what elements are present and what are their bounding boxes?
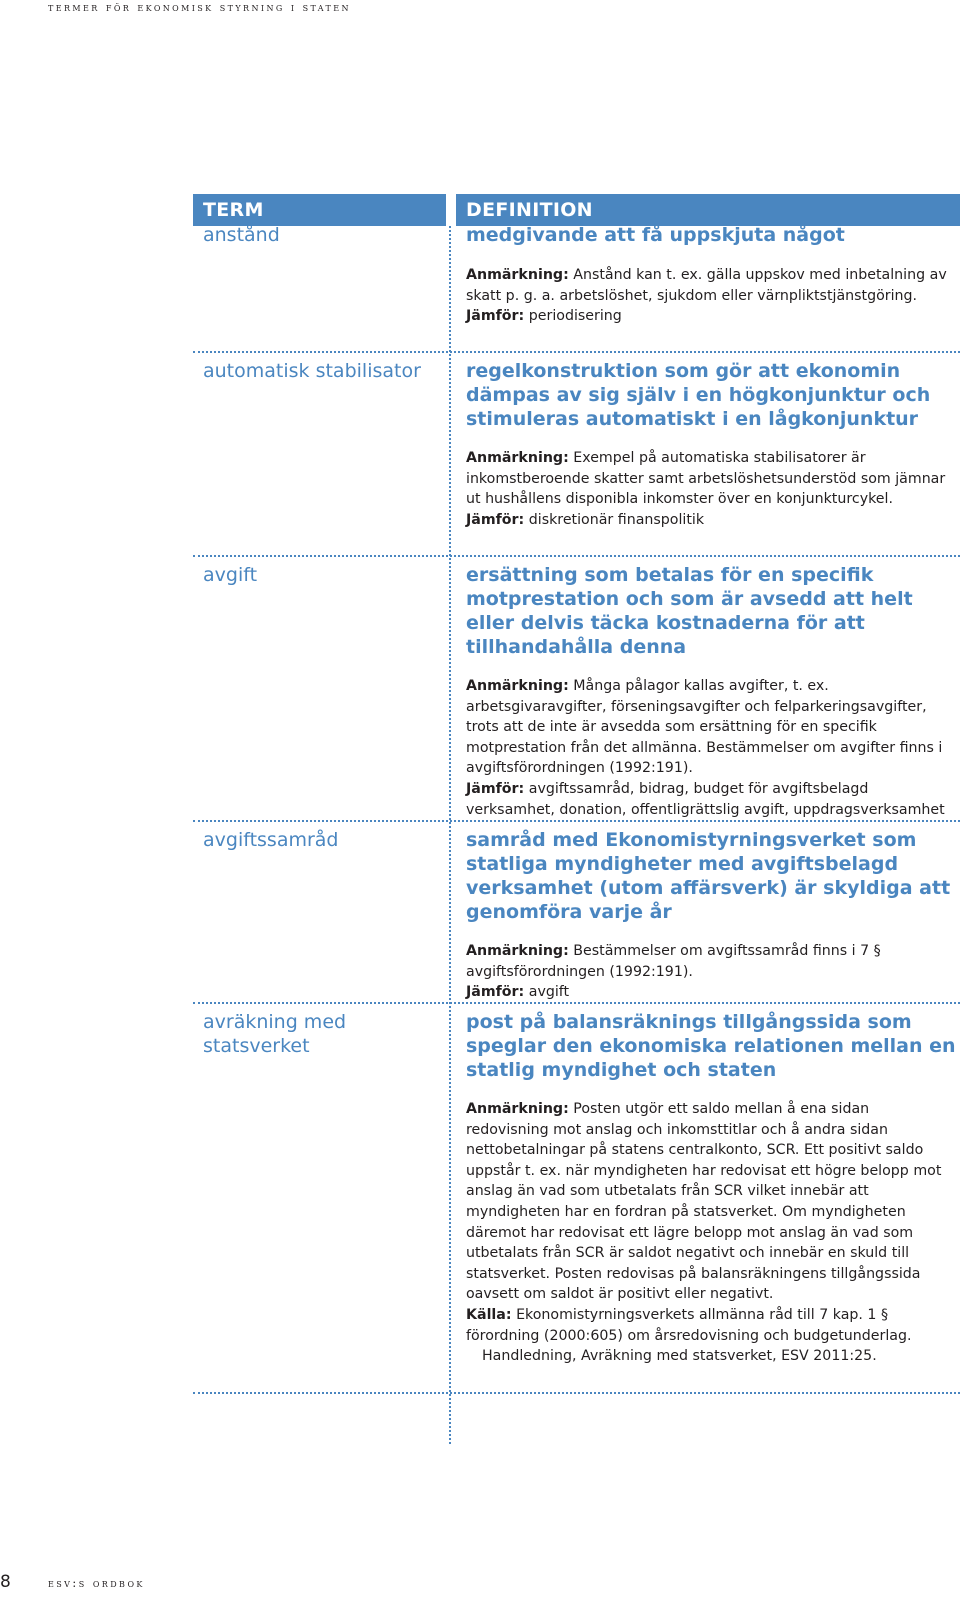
- compare-label: Jämför:: [466, 984, 525, 1001]
- note-text: Många pålagor kallas avgifter, t. ex. arbetsgivaravgifter, förseningsavgifter och felparkeringsavgifter, trots att de inte är avsedda som ersättning för en specifik motprestation från det allmänna. Bestämmelser om avgifter finns i avgiftsförordningen (1992:191).: [466, 678, 943, 777]
- note-label: Anmärkning:: [466, 678, 569, 694]
- note: [466, 448, 956, 530]
- running-head: termer för ekonomisk styrning i staten: [48, 0, 351, 14]
- term-avrakning-med-statsverket: avräkning med statsverket: [203, 1011, 347, 1057]
- note-label: Anmärkning:: [466, 943, 569, 959]
- page-number: 8: [0, 1572, 11, 1592]
- definition-entry: [466, 1010, 956, 1367]
- definition-entry: [466, 223, 956, 327]
- compare-text: diskretionär finanspolitik: [528, 511, 705, 528]
- source-text: Ekonomistyrningsverkets allmänna råd till 7 kap. 1 § förordning (2000:605) om årsredovisning och budgetunderlag.: [466, 1306, 912, 1344]
- term-anstand: anstånd: [203, 224, 280, 246]
- term-avgiftssamrad: avgiftssamråd: [203, 829, 339, 851]
- row-divider: [193, 1002, 960, 1004]
- row-divider: [193, 1392, 960, 1394]
- note-label: Anmärkning:: [466, 1101, 569, 1117]
- column-header-term: TERM: [193, 194, 446, 226]
- compare-text: periodisering: [528, 308, 622, 325]
- definition-text: samråd med Ekonomistyrningsverket som statliga myndigheter med avgiftsbelagd verksamhet (utom affärsverk) är skyldiga att genomföra varje år: [466, 829, 951, 923]
- note-label: Anmärkning:: [466, 267, 569, 283]
- row-divider: [193, 351, 960, 353]
- note-text: Posten utgör ett saldo mellan å ena sidan redovisning mot anslag och inkomsttitlar och å andra sidan nettobetalningar på statens centralkonto, SCR. Ett positivt saldo uppstår t. ex. när myndigheten har redovisat ett högre belopp mot anslag än vad som utbetalats från SCR vilket innebär att myndigheten har en fordran på statsverket. Om myndigheten däremot har redovisat ett lägre belopp mot anslag än vad som utbetalats från SCR är saldot negativt och innebär en skuld till statsverket. Posten redovisas på balansräkningens tillgångssida oavsett om saldot är positivt eller negativt.: [466, 1101, 942, 1303]
- note: [466, 676, 956, 820]
- source-text-secondary: Handledning, Avräkning med statsverket, ESV 2011:25.: [482, 1348, 877, 1365]
- note-label: Anmärkning:: [466, 450, 569, 466]
- term-automatisk-stabilisator: automatisk stabilisator: [203, 360, 421, 382]
- note-text: Exempel på automatiska stabilisatorer är inkomstberoende skatter samt arbetslöshetsunderstöd som jämnar ut hushållens disponibla inkomster över en konjunkturcykel.: [466, 450, 946, 508]
- source-label: Källa:: [466, 1306, 512, 1323]
- row-divider: [193, 555, 960, 557]
- note: [466, 1099, 956, 1367]
- glossary-table: [193, 194, 960, 1434]
- row-divider: [193, 820, 960, 822]
- note: [466, 941, 956, 1003]
- definition-entry: [466, 359, 956, 530]
- definition-entry: [466, 828, 956, 1003]
- note-text: Anstånd kan t. ex. gälla uppskov med inbetalning av skatt p. g. a. arbetslöshet, sjukdom eller värnpliktstjänstgöring.: [466, 267, 947, 304]
- definition-text: ersättning som betalas för en specifik motprestation och som är avsedd att helt eller delvis täcka kostnaderna för att tillhandahålla denna: [466, 564, 913, 658]
- definition-entry: [466, 563, 956, 820]
- note: [466, 265, 956, 327]
- compare-text: avgift: [528, 984, 570, 1001]
- term-avgift: avgift: [203, 564, 258, 586]
- column-header-definition: DEFINITION: [456, 194, 960, 226]
- definition-text: medgivande att få uppskjuta något: [466, 224, 845, 246]
- definition-text: regelkonstruktion som gör att ekonomin dämpas av sig själv i en högkonjunktur och stimuleras automatiskt i en lågkonjunktur: [466, 360, 931, 430]
- compare-text: avgiftssamråd, bidrag, budget för avgiftsbelagd verksamhet, donation, offentligrättslig avgift, uppdragsverksamhet: [466, 780, 945, 818]
- compare-label: Jämför:: [466, 511, 525, 528]
- compare-label: Jämför:: [466, 780, 525, 797]
- compare-label: Jämför:: [466, 308, 525, 325]
- footer-label: esv:s ordbok: [48, 1576, 145, 1590]
- note-text: Bestämmelser om avgiftssamråd finns i 7 § avgiftsförordningen (1992:191).: [466, 943, 881, 980]
- definition-text: post på balansräknings tillgångssida som speglar den ekonomiska relationen mellan en statlig myndighet och staten: [466, 1011, 956, 1081]
